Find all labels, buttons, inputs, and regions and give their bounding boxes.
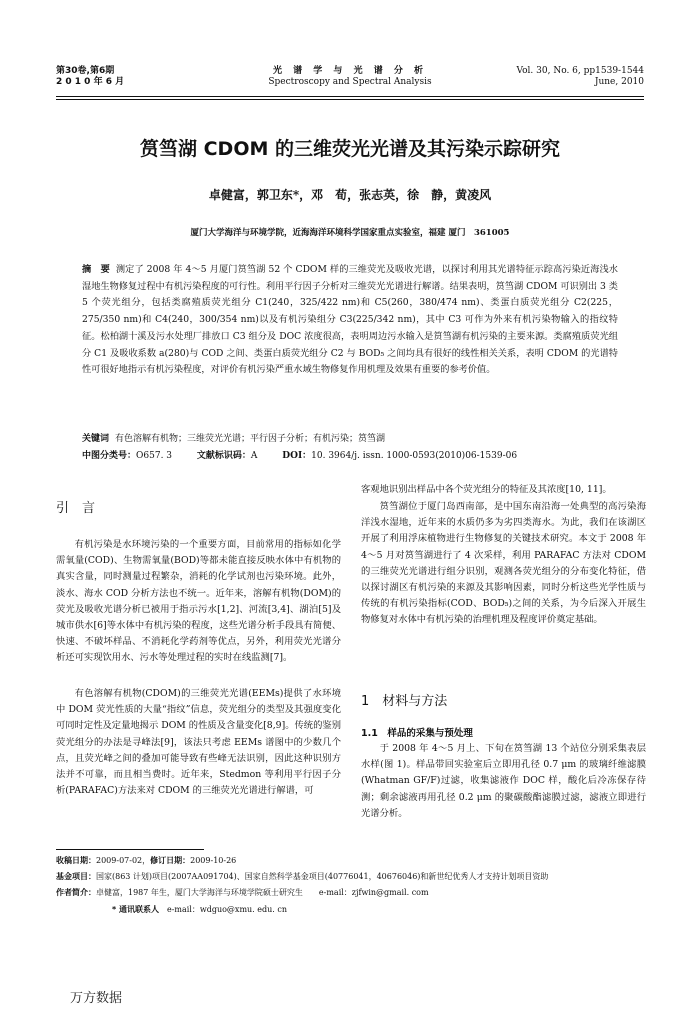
footnote-corresponding <box>112 904 700 916</box>
paper-title: 筼筜湖 CDOM 的三维荧光光谱及其污染示踪研究 <box>139 138 560 160</box>
issue-date-en: June, 2010 <box>594 77 644 87</box>
issue-date-cn: 2 0 1 0 年 6 月 <box>56 77 125 87</box>
doc-code-label: 文献标识码： <box>196 451 251 461</box>
intro-heading: 引 言 <box>56 501 96 516</box>
right-paragraph-0: 客观地识别出样品中各个荧光组分的特征及其浓度[10, 11]。 <box>361 484 612 495</box>
intro-paragraph-1: 有机污染是水环境污染的一个重要方面，目前常用的指标如化学需氧量(COD)、生物需氧量(BOD)等都未能直接反映水体中有机物的真实含量，同时测量过程繁杂，消耗的化学试剂也污染环境。此外，淡水、海水 COD 分析方法也不统一。近年来，溶解有机物(DOM)的荧光及吸收光谱分析已被用于指示污水[1,2]、河流[3,4]、湖泊[5]及城市供水[6]等水体中有机污染的程度，这些光谱分析手段具有简便、快速、不破坏样品、不消耗化学药剂等优点，另外，利用荧光光谱分析还可实现饮用水、污水等处理过程的实时在线监测[7]。 <box>56 539 341 664</box>
clc-label: 中图分类号： <box>82 451 137 461</box>
revised-label: 修订日期： <box>150 856 191 865</box>
clc-value: O657. 3 <box>136 451 173 461</box>
author-list: 卓健富，郭卫东*，邓 荀，张志英，徐 静，黄凌风 <box>208 188 492 202</box>
section-1-1-heading: 1.1 样品的采集与预处理 <box>361 728 473 739</box>
watermark: 万方数据 <box>70 991 123 1006</box>
citation: Vol. 30, No. 6, pp1539-1544 <box>516 66 644 76</box>
header-rule-top <box>56 96 644 97</box>
running-header <box>56 66 644 96</box>
bio-label: 作者简介： <box>56 888 96 897</box>
header-rule-bottom <box>56 99 644 100</box>
fund-value: 国家(863 计划)项目(2007AA091704)、国家自然科学基金项目(40776041，40676046)和新世纪优秀人才支持计划项目资助 <box>96 872 549 881</box>
fund-label: 基金项目： <box>56 872 96 881</box>
footnote-rule <box>56 849 204 850</box>
keywords-label: 关键词 <box>82 434 110 444</box>
keywords-text: 有色溶解有机物；三维荧光光谱；平行因子分析；有机污染；筼筜湖 <box>115 434 386 444</box>
section-1-1-paragraph: 于 2008 年 4～5 月上、下旬在筼筜湖 13 个站位分别采集表层水样(图 1)。样品带回实验室后立即用孔径 0.7 μm 的玻璃纤维滤膜(Whatman GF/F)过滤，收集滤液作 DOC 样，酸化后冷冻保存待测；剩余滤液再用孔径 0.2 μm 的聚碳酸酯滤膜过滤，滤液立即进行光谱分析。 <box>361 743 646 819</box>
classification-line <box>82 449 618 464</box>
abstract <box>82 262 618 379</box>
received-value: 2009-07-02， <box>96 856 151 865</box>
revised-value: 2009-10-26 <box>190 856 237 865</box>
abstract-label: 摘 要 <box>82 264 110 275</box>
intro-paragraph-2: 有色溶解有机物(CDOM)的三维荧光光谱(EEMs)提供了水环境中 DOM 荧光性质的大量“指纹”信息，荧光组分的类型及其强度变化可同时定性及定量地揭示 DOM 的性质及含量变化[8,9]。传统的鉴别荧光组分的办法是寻峰法[9]，该法只考虑 EEMs 谱图中的少数几个点，且荧光峰之间的叠加可能导致有些峰无法识别，因此这种识别方法并不可靠，而且相当费时。近年来，Stedmon 等利用平行因子分析(PARAFAC)方法来对 CDOM 的三维荧光光谱进行解谱，可 <box>56 688 341 797</box>
footnote-fund <box>56 871 646 883</box>
affiliation: 厦门大学海洋与环境学院，近海海洋环境科学国家重点实验室，福建 厦门 361005 <box>190 228 510 238</box>
bio-value: 卓健富，1987 年生，厦门大学海洋与环境学院硕士研究生 e-mail：zjfwin@gmail. com <box>96 888 429 897</box>
received-label: 收稿日期： <box>56 856 96 865</box>
volume-issue: 第30卷,第6期 <box>56 66 115 76</box>
journal-name-cn: 光 谱 学 与 光 谱 分 析 <box>273 66 427 76</box>
footnote-dates <box>56 855 646 867</box>
doi-label: DOI： <box>282 451 312 461</box>
journal-name-en: Spectroscopy and Spectral Analysis <box>268 77 432 87</box>
right-paragraph-1: 筼筜湖位于厦门岛西南部，是中国东南沿海一处典型的高污染海洋浅水湿地，近年来的水质仍多为劣四类海水。为此，我们在该湖区开展了利用浮床植物进行生物修复的关键技术研究。本文于 2008 年 4～5 月对筼筜湖进行了 4 次采样，利用 PARAFAC 方法对 CDOM 的三维荧光光谱进行组分识别，观测各荧光组分的分布变化特征，借以探讨湖区有机污染的来源及其影响因素，同时分析这些光学性质与传统的有机污染指标(COD、BOD₅)之间的关系，为今后深入开展生物修复对水体中有机污染的治理机理及程度评价奠定基础。 <box>361 501 646 626</box>
footnote-bio <box>56 887 646 899</box>
abstract-text: 测定了 2008 年 4～5 月厦门筼筜湖 52 个 CDOM 样的三维荧光及吸收光谱，以探讨利用其光谱特征示踪高污染近海浅水湿地生物修复过程中有机污染程度的可行性。利用平行因子分析对三维荧光光谱进行解谱。结果表明，筼筜湖 CDOM 可识别出 3 类 5 个荧光组分，包括类腐殖质荧光组分 C1(240，325/422 nm)和 C5(260，380/474 nm)、类蛋白质荧光组分 C2(225，275/350 nm)和 C4(240，300/354 nm)以及有机污染组分 C3(225/342 nm)，其中 C3 可作为外来有机污染物输入的指纹特征。松柏湖十溪及污水处理厂排放口 C3 组分及 DOC 浓度很高，表明周边污水输入是筼筜湖有机污染的主要来源。类腐殖质荧光组分 C1 及吸收系数 a(280)与 COD 之间、类蛋白质荧光组分 C2 与 BOD₅ 之间均具有很好的线性相关关系，表明 CDOM 的光谱特性可很好地指示有机污染程度，对评价有机污染严重水域生物修复作用机理及效果有重要的参考价值。 <box>82 264 618 376</box>
doc-code-value: A <box>250 451 258 461</box>
section-1-heading: 1 材料与方法 <box>361 694 448 709</box>
keywords <box>82 432 618 447</box>
corresponding-label: * 通讯联系人 <box>112 905 159 914</box>
header-right <box>516 66 644 88</box>
corresponding-value: e-mail：wdguo@xmu. edu. cn <box>166 905 287 914</box>
doi-value: 10. 3964/j. issn. 1000-0593(2010)06-1539-06 <box>311 451 518 461</box>
